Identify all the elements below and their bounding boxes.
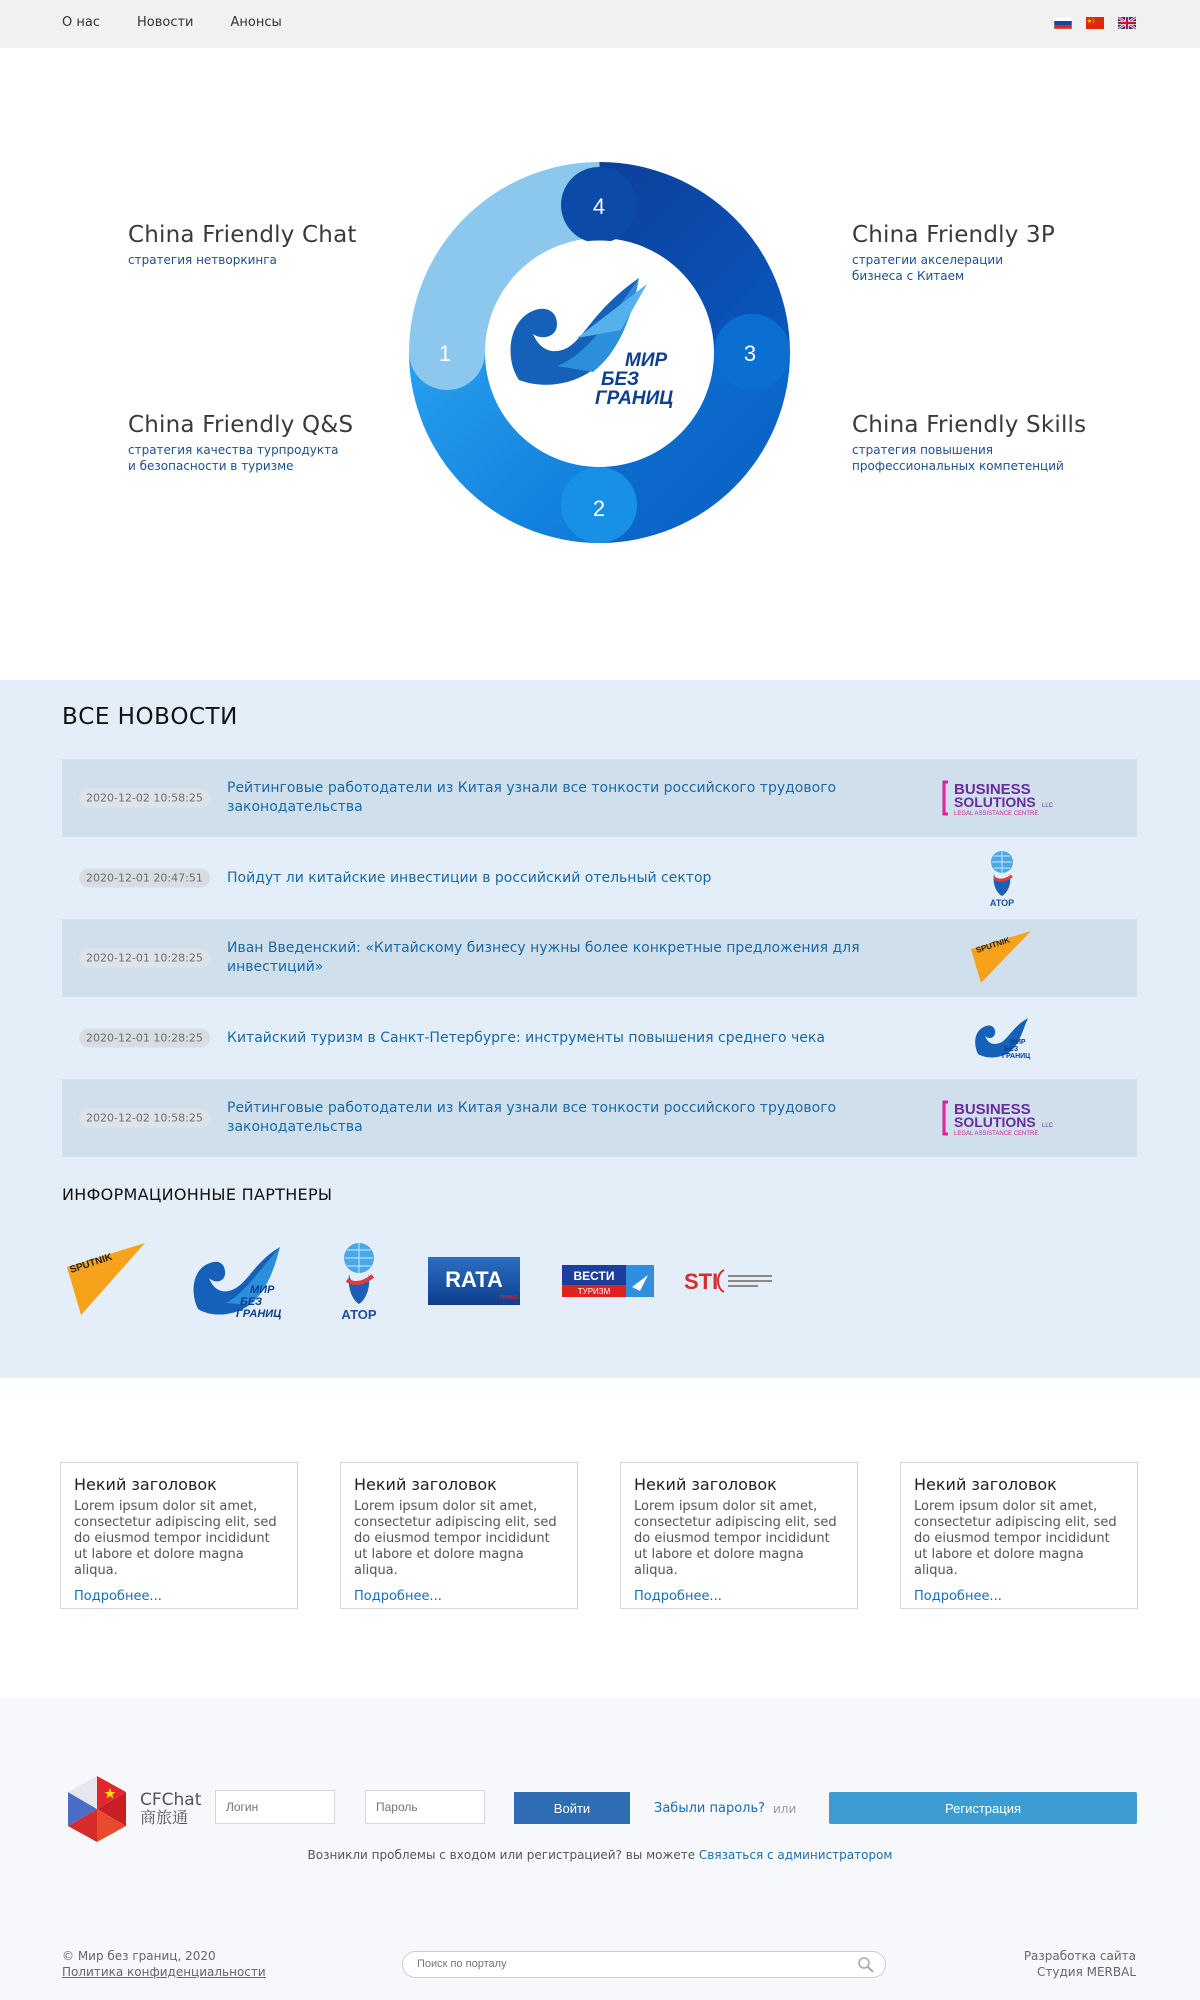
news-date: 2020-12-01 20:47:51 xyxy=(79,869,210,888)
svg-text:БЕЗ: БЕЗ xyxy=(240,1296,263,1308)
partner-rata-logo[interactable] xyxy=(428,1235,520,1327)
or-separator: или xyxy=(773,1802,797,1816)
card-more-link[interactable]: Подробнее... xyxy=(914,1589,1002,1604)
register-button[interactable]: Регистрация xyxy=(829,1792,1137,1824)
nav-link-about[interactable]: О нас xyxy=(62,15,100,30)
cfchat-brand xyxy=(140,1792,201,1826)
mir-bez-granits-small-logo xyxy=(942,1007,1062,1069)
news-date: 2020-12-01 10:28:25 xyxy=(79,1029,210,1048)
copyright-block xyxy=(62,1948,266,1980)
login-button[interactable]: Войти xyxy=(514,1792,630,1824)
developer-credit xyxy=(1024,1948,1136,1980)
segment-label-2: 2 xyxy=(592,496,606,521)
svg-text:SOLUTIONS: SOLUTIONS xyxy=(954,1114,1036,1130)
developer-line-1: Разработка сайта xyxy=(1023,1949,1136,1963)
news-date: 2020-12-02 10:58:25 xyxy=(79,1109,210,1128)
card-text: Lorem ipsum dolor sit amet, consectetur adipiscing elit, sed do eiusmod tempor incididunt ut labore et dolore magna aliqua. xyxy=(634,1499,837,1578)
language-switcher xyxy=(1054,17,1136,29)
news-date: 2020-12-02 10:58:25 xyxy=(79,789,210,808)
news-item[interactable] xyxy=(62,919,1137,997)
logo-text-mir: МИР xyxy=(625,350,668,371)
flag-en-icon[interactable] xyxy=(1118,17,1136,29)
segment-label-4: 4 xyxy=(592,194,606,219)
card-text: Lorem ipsum dolor sit amet, consectetur adipiscing elit, sed do eiusmod tempor incididunt ut labore et dolore magna aliqua. xyxy=(74,1499,277,1578)
hero-item-chat[interactable] xyxy=(128,222,357,268)
help-text: Возникли проблемы с входом или регистрацией? вы можете xyxy=(307,1848,699,1862)
developer-line-2: Студия MERBAL xyxy=(1037,1965,1136,1979)
hero-item-title: China Friendly Q&S xyxy=(128,412,354,438)
svg-text:BUSINESS: BUSINESS xyxy=(954,1101,1031,1118)
flag-ru-icon[interactable] xyxy=(1054,17,1072,29)
password-input[interactable] xyxy=(365,1790,485,1824)
login-input[interactable] xyxy=(215,1790,335,1824)
forgot-password-link[interactable]: Забыли пароль? xyxy=(654,1801,766,1816)
card-text: Lorem ipsum dolor sit amet, consectetur adipiscing elit, sed do eiusmod tempor incididunt ut labore et dolore magna aliqua. xyxy=(914,1499,1117,1578)
card-title: Некий заголовок xyxy=(634,1475,777,1494)
partner-mir-bez-granits-logo[interactable] xyxy=(188,1235,288,1327)
info-card xyxy=(900,1462,1138,1609)
hero-section xyxy=(0,48,1200,680)
news-item[interactable] xyxy=(62,759,1137,837)
svg-text:АТОР: АТОР xyxy=(989,898,1015,908)
svg-text:SOLUTIONS: SOLUTIONS xyxy=(954,794,1036,810)
news-title: ВСЕ НОВОСТИ xyxy=(62,704,238,730)
svg-text:ТУРИЗМ: ТУРИЗМ xyxy=(577,1287,611,1296)
card-title: Некий заголовок xyxy=(914,1475,1057,1494)
hero-item-title: China Friendly Chat xyxy=(128,222,357,248)
svg-text:LLC: LLC xyxy=(1042,1123,1054,1129)
svg-text:SPUTNIK: SPUTNIK xyxy=(974,935,1012,955)
strategy-donut xyxy=(407,160,792,545)
svg-text:МИР: МИР xyxy=(1010,1039,1026,1046)
svg-text:ВЕСТИ: ВЕСТИ xyxy=(573,1269,615,1283)
footer xyxy=(0,1698,1200,2000)
news-section xyxy=(0,680,1200,1378)
cfchat-brand-cn: 商旅通 xyxy=(140,1808,189,1827)
news-link[interactable]: Китайский туризм в Санкт-Петербурге: инструменты повышения среднего чека xyxy=(227,1029,825,1046)
info-card xyxy=(60,1462,298,1609)
news-list xyxy=(62,759,1137,1159)
hero-item-qs[interactable] xyxy=(128,412,353,474)
hero-item-subtitle: стратегия нетворкинга xyxy=(128,253,277,267)
site-search xyxy=(402,1951,886,1978)
partner-vesti-logo[interactable] xyxy=(562,1235,654,1327)
news-link[interactable]: Рейтинговые работодатели из Китая узнали все тонкости российского трудового законодательства xyxy=(227,780,837,815)
nav-link-announcements[interactable]: Анонсы xyxy=(230,15,282,30)
info-card xyxy=(340,1462,578,1609)
news-link[interactable]: Пойдут ли китайские инвестиции в российский отельный сектор xyxy=(227,869,712,886)
svg-text:АТОР: АТОР xyxy=(341,1307,377,1322)
hero-item-subtitle: стратегия повышения профессиональных компетенций xyxy=(852,443,1064,473)
news-link[interactable]: Рейтинговые работодатели из Китая узнали все тонкости российского трудового законодательства xyxy=(227,1100,837,1135)
segment-label-3: 3 xyxy=(743,341,757,366)
hero-item-subtitle: стратегии акселерации бизнеса с Китаем xyxy=(852,253,1004,283)
partner-sti-logo[interactable] xyxy=(682,1235,774,1327)
info-card xyxy=(620,1462,858,1609)
cfchat-hexagon-icon xyxy=(62,1774,132,1844)
svg-text:МИР: МИР xyxy=(250,1284,275,1296)
contact-admin-link[interactable]: Связаться с администратором xyxy=(698,1848,893,1862)
partner-sputnik-logo[interactable] xyxy=(62,1235,150,1327)
card-text: Lorem ipsum dolor sit amet, consectetur adipiscing elit, sed do eiusmod tempor incididunt ut labore et dolore magna aliqua. xyxy=(354,1499,557,1578)
news-item[interactable] xyxy=(62,999,1137,1077)
news-item[interactable] xyxy=(62,839,1137,917)
partners-logos xyxy=(62,1235,822,1335)
card-title: Некий заголовок xyxy=(74,1475,217,1494)
svg-text:ГРАНИЦ: ГРАНИЦ xyxy=(236,1308,282,1320)
news-link[interactable]: Иван Введенский: «Китайскому бизнесу нужны более конкретные предложения для инвестиций» xyxy=(227,940,860,975)
partner-ator-logo[interactable] xyxy=(334,1235,384,1327)
svg-text:LLC: LLC xyxy=(1042,803,1054,809)
svg-text:BUSINESS: BUSINESS xyxy=(954,781,1031,798)
card-more-link[interactable]: Подробнее... xyxy=(74,1589,162,1604)
card-more-link[interactable]: Подробнее... xyxy=(634,1589,722,1604)
sputnik-logo xyxy=(942,927,1062,989)
privacy-policy-link[interactable]: Политика конфиденциальности xyxy=(62,1965,266,1979)
hero-item-skills[interactable] xyxy=(852,412,1086,474)
copyright-text: © Мир без границ, 2020 xyxy=(62,1949,216,1963)
nav-link-news[interactable]: Новости xyxy=(136,15,194,30)
news-item[interactable] xyxy=(62,1079,1137,1157)
svg-text:RATA: RATA xyxy=(445,1267,503,1292)
card-more-link[interactable]: Подробнее... xyxy=(354,1589,442,1604)
hero-item-title: China Friendly 3P xyxy=(852,222,1055,248)
card-title: Некий заголовок xyxy=(354,1475,497,1494)
logo-text-bez: БЕЗ xyxy=(601,369,640,390)
segment-label-1: 1 xyxy=(438,341,452,366)
cfchat-logo[interactable] xyxy=(62,1774,201,1844)
hero-item-3p[interactable] xyxy=(852,222,1055,284)
svg-text:news: news xyxy=(500,1294,518,1301)
ator-logo xyxy=(942,847,1062,909)
business-solutions-logo xyxy=(942,1087,1062,1149)
search-input[interactable] xyxy=(417,1958,837,1970)
search-icon[interactable] xyxy=(857,1956,875,1974)
svg-text:ГРАНИЦ: ГРАНИЦ xyxy=(1002,1053,1031,1060)
partners-title: ИНФОРМАЦИОННЫЕ ПАРТНЕРЫ xyxy=(62,1185,333,1204)
logo-text-granits: ГРАНИЦ xyxy=(595,388,674,409)
hero-item-title: China Friendly Skills xyxy=(852,412,1087,438)
cfchat-brand-name: CFChat xyxy=(140,1790,202,1810)
flag-cn-icon[interactable] xyxy=(1086,17,1104,29)
top-nav xyxy=(0,0,1200,48)
hero-item-subtitle: стратегия качества турпродукта и безопасности в туризме xyxy=(128,443,339,473)
svg-text:SPUTNIK: SPUTNIK xyxy=(68,1251,114,1276)
svg-text:LEGAL ASSISTANCE CENTRE: LEGAL ASSISTANCE CENTRE xyxy=(954,811,1039,817)
svg-text:БЕЗ: БЕЗ xyxy=(1004,1046,1019,1053)
news-date: 2020-12-01 10:28:25 xyxy=(79,949,210,968)
business-solutions-logo xyxy=(942,767,1062,829)
svg-text:LEGAL ASSISTANCE CENTRE: LEGAL ASSISTANCE CENTRE xyxy=(954,1131,1039,1137)
nav-links xyxy=(62,15,282,30)
login-help xyxy=(0,1848,1200,1862)
svg-text:STI: STI xyxy=(684,1269,719,1294)
